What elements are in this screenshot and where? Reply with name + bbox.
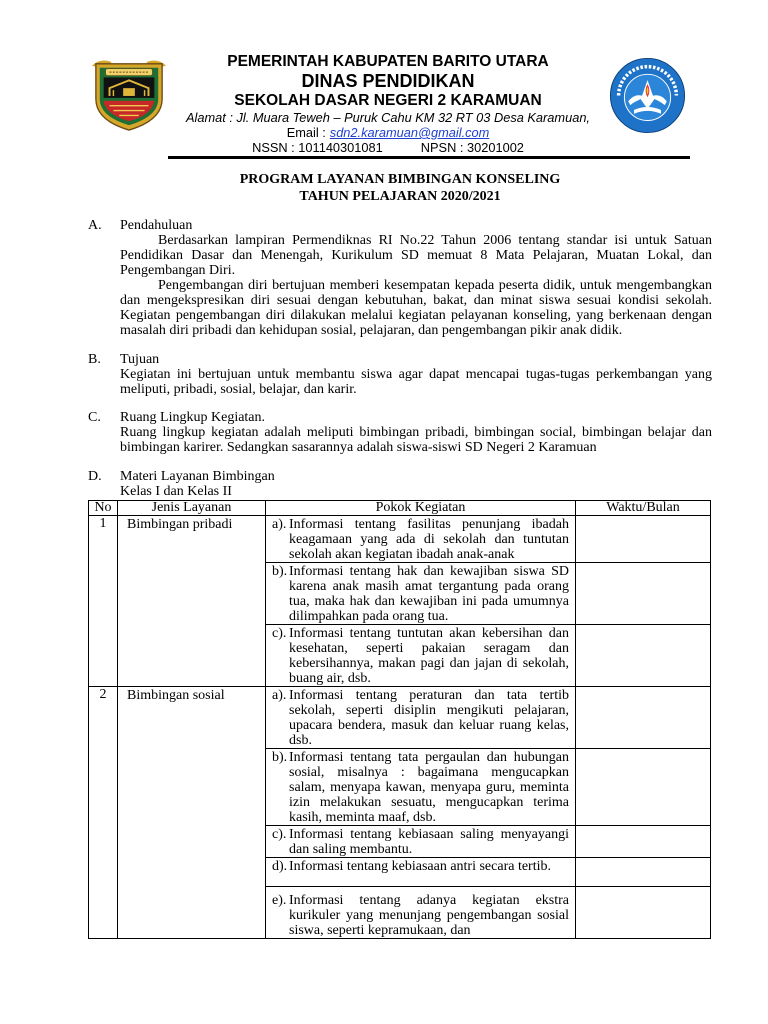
section-marker: D. bbox=[88, 468, 102, 484]
department-name: DINAS PENDIDIKAN bbox=[301, 71, 475, 91]
nssn-number: NSSN : 101140301081 bbox=[252, 140, 383, 155]
cell-waktu-bulan bbox=[576, 515, 711, 562]
table-header-row bbox=[89, 500, 711, 515]
item-label: d). bbox=[272, 858, 288, 874]
section-b bbox=[88, 352, 712, 397]
item-text: Informasi tentang adanya kegiatan ekstra kurikuler yang menunjang pengembangan sosial siswa, seperti kepramukaan, dan bbox=[289, 892, 569, 938]
cell-waktu-bulan bbox=[576, 886, 711, 938]
section-marker: A. bbox=[88, 218, 102, 233]
cell-pokok-kegiatan bbox=[266, 686, 576, 748]
government-name: PEMERINTAH KABUPATEN BARITO UTARA bbox=[227, 53, 549, 70]
cell-no: 1 bbox=[89, 515, 118, 686]
section-heading: Tujuan bbox=[120, 351, 160, 367]
cell-pokok-kegiatan bbox=[266, 562, 576, 624]
title-line-1: PROGRAM LAYANAN BIMBINGAN KONSELING bbox=[239, 172, 561, 187]
tut-wuri-handayani-logo bbox=[609, 57, 686, 134]
table-row bbox=[89, 515, 711, 562]
item-text: Informasi tentang kebiasaan saling menyayangi dan saling membantu. bbox=[289, 826, 569, 857]
cell-waktu-bulan bbox=[576, 857, 711, 886]
section-marker: C. bbox=[88, 410, 101, 425]
cell-waktu-bulan bbox=[576, 825, 711, 857]
section-paragraph: Kegiatan ini bertujuan untuk membantu siswa agar dapat mencapai tugas-tugas perkembangan yang meliputi, pribadi, sosial, belajar, dan karir. bbox=[120, 366, 712, 397]
header-jenis-layanan: Jenis Layanan bbox=[118, 500, 266, 515]
school-address: Alamat : Jl. Muara Teweh – Puruk Cahu KM 32 RT 03 Desa Karamuan, bbox=[185, 110, 590, 125]
cell-no: 2 bbox=[89, 686, 118, 938]
item-text: Informasi tentang tata pergaulan dan hubungan sosial, misalnya : bagaimana mengucapkan salam, menyapa kawan, menyapa guru, meminta izin melakukan sesuatu, mengucapkan terima kasih, meminta maaf, dsb. bbox=[289, 749, 569, 825]
email-line bbox=[168, 125, 608, 140]
cell-pokok-kegiatan bbox=[266, 825, 576, 857]
section-a bbox=[88, 218, 712, 338]
item-text: Informasi tentang fasilitas penunjang ibadah keagamaan yang ada di sekolah dan tuntutan sekolah akan kegiatan ibadah anak-anak bbox=[289, 516, 569, 562]
email-link[interactable]: sdn2.karamuan@gmail.com bbox=[329, 125, 490, 140]
section-paragraph: Berdasarkan lampiran Permendiknas RI No.22 Tahun 2006 tentang standar isi untuk Satuan Pendidikan Dasar dan Menengah, Kurikulum SD memuat 8 Mata Pelajaran, Muatan Lokal, dan Pengembangan Diri. bbox=[120, 233, 712, 278]
section-marker: B. bbox=[88, 351, 101, 367]
section-subheading: Kelas I dan Kelas II bbox=[120, 483, 232, 499]
item-label: c). bbox=[272, 826, 287, 842]
kabupaten-crest-logo bbox=[90, 56, 168, 132]
section-d bbox=[88, 469, 712, 499]
item-label: b). bbox=[272, 749, 288, 765]
section-heading: Materi Layanan Bimbingan bbox=[120, 468, 275, 484]
cell-waktu-bulan bbox=[576, 686, 711, 748]
cell-pokok-kegiatan bbox=[266, 624, 576, 686]
section-paragraph: Pengembangan diri bertujuan memberi kesempatan kepada peserta didik, untuk mengembangkan dan mengekspresikan diri sesuai dengan kebutuhan, bakat, dan minat siswa sesuai kondisi sekolah. Kegiatan pengembangan diri dilakukan melalui kegiatan pelayanan konseling, yang berkenaan dengan masalah diri pribadi dan kehidupan sosial, pelajaran, dan pengembangan pikir anak didik. bbox=[120, 278, 712, 338]
npsn-number: NPSN : 30201002 bbox=[420, 140, 524, 155]
school-identifiers bbox=[168, 140, 608, 155]
cell-pokok-kegiatan bbox=[266, 857, 576, 886]
document-title bbox=[88, 171, 712, 205]
item-text: Informasi tentang peraturan dan tata tertib sekolah, seperti disiplin mengikuti pelajaran, upacara bendera, masuk dan keluar ruang kelas, dsb. bbox=[289, 687, 569, 748]
cell-waktu-bulan bbox=[576, 748, 711, 825]
cell-pokok-kegiatan bbox=[266, 748, 576, 825]
document-body bbox=[88, 218, 712, 939]
item-text: Informasi tentang kebiasaan antri secara tertib. bbox=[289, 858, 551, 874]
cell-waktu-bulan bbox=[576, 562, 711, 624]
table-row bbox=[89, 686, 711, 748]
item-label: b). bbox=[272, 563, 288, 579]
item-label: c). bbox=[272, 625, 287, 641]
materi-layanan-table bbox=[88, 500, 711, 939]
school-name: SEKOLAH DASAR NEGERI 2 KARAMUAN bbox=[234, 92, 542, 109]
item-label: e). bbox=[272, 892, 287, 908]
cell-jenis-layanan: Bimbingan sosial bbox=[118, 686, 266, 938]
letterhead bbox=[168, 53, 608, 155]
section-heading: Ruang Lingkup Kegiatan. bbox=[120, 410, 266, 425]
letterhead-divider bbox=[168, 156, 690, 159]
cell-pokok-kegiatan bbox=[266, 515, 576, 562]
header-waktu-bulan: Waktu/Bulan bbox=[576, 500, 711, 515]
section-heading: Pendahuluan bbox=[120, 218, 193, 233]
cell-jenis-layanan: Bimbingan pribadi bbox=[118, 515, 266, 686]
cell-pokok-kegiatan bbox=[266, 886, 576, 938]
item-text: Informasi tentang hak dan kewajiban siswa SD karena anak masih amat tergantung pada orang tua, maka hak dan kewajiban ini pada umumnya dilimpahkan pada orang tua. bbox=[289, 563, 569, 624]
section-paragraph: Ruang lingkup kegiatan adalah meliputi bimbingan pribadi, bimbingan social, bimbingan belajar dan bimbingan karirer. Sedangkan sasarannya adalah siswa-siswi SD Negeri 2 Karamuan bbox=[120, 425, 712, 455]
item-label: a). bbox=[272, 687, 287, 703]
item-text: Informasi tentang tuntutan akan kebersihan dan kesehatan, seperti pakaian seragam dan kebersihannya, makan pagi dan jajan di sekolah, buang air, dsb. bbox=[289, 625, 569, 686]
crest-icon bbox=[90, 56, 168, 132]
title-line-2: TAHUN PELAJARAN 2020/2021 bbox=[299, 189, 501, 204]
email-label: Email : bbox=[286, 125, 326, 140]
header-pokok-kegiatan: Pokok Kegiatan bbox=[266, 500, 576, 515]
header-no: No bbox=[89, 500, 118, 515]
cell-waktu-bulan bbox=[576, 624, 711, 686]
item-label: a). bbox=[272, 516, 287, 532]
section-c bbox=[88, 410, 712, 455]
tut-wuri-handayani-icon bbox=[609, 57, 686, 134]
